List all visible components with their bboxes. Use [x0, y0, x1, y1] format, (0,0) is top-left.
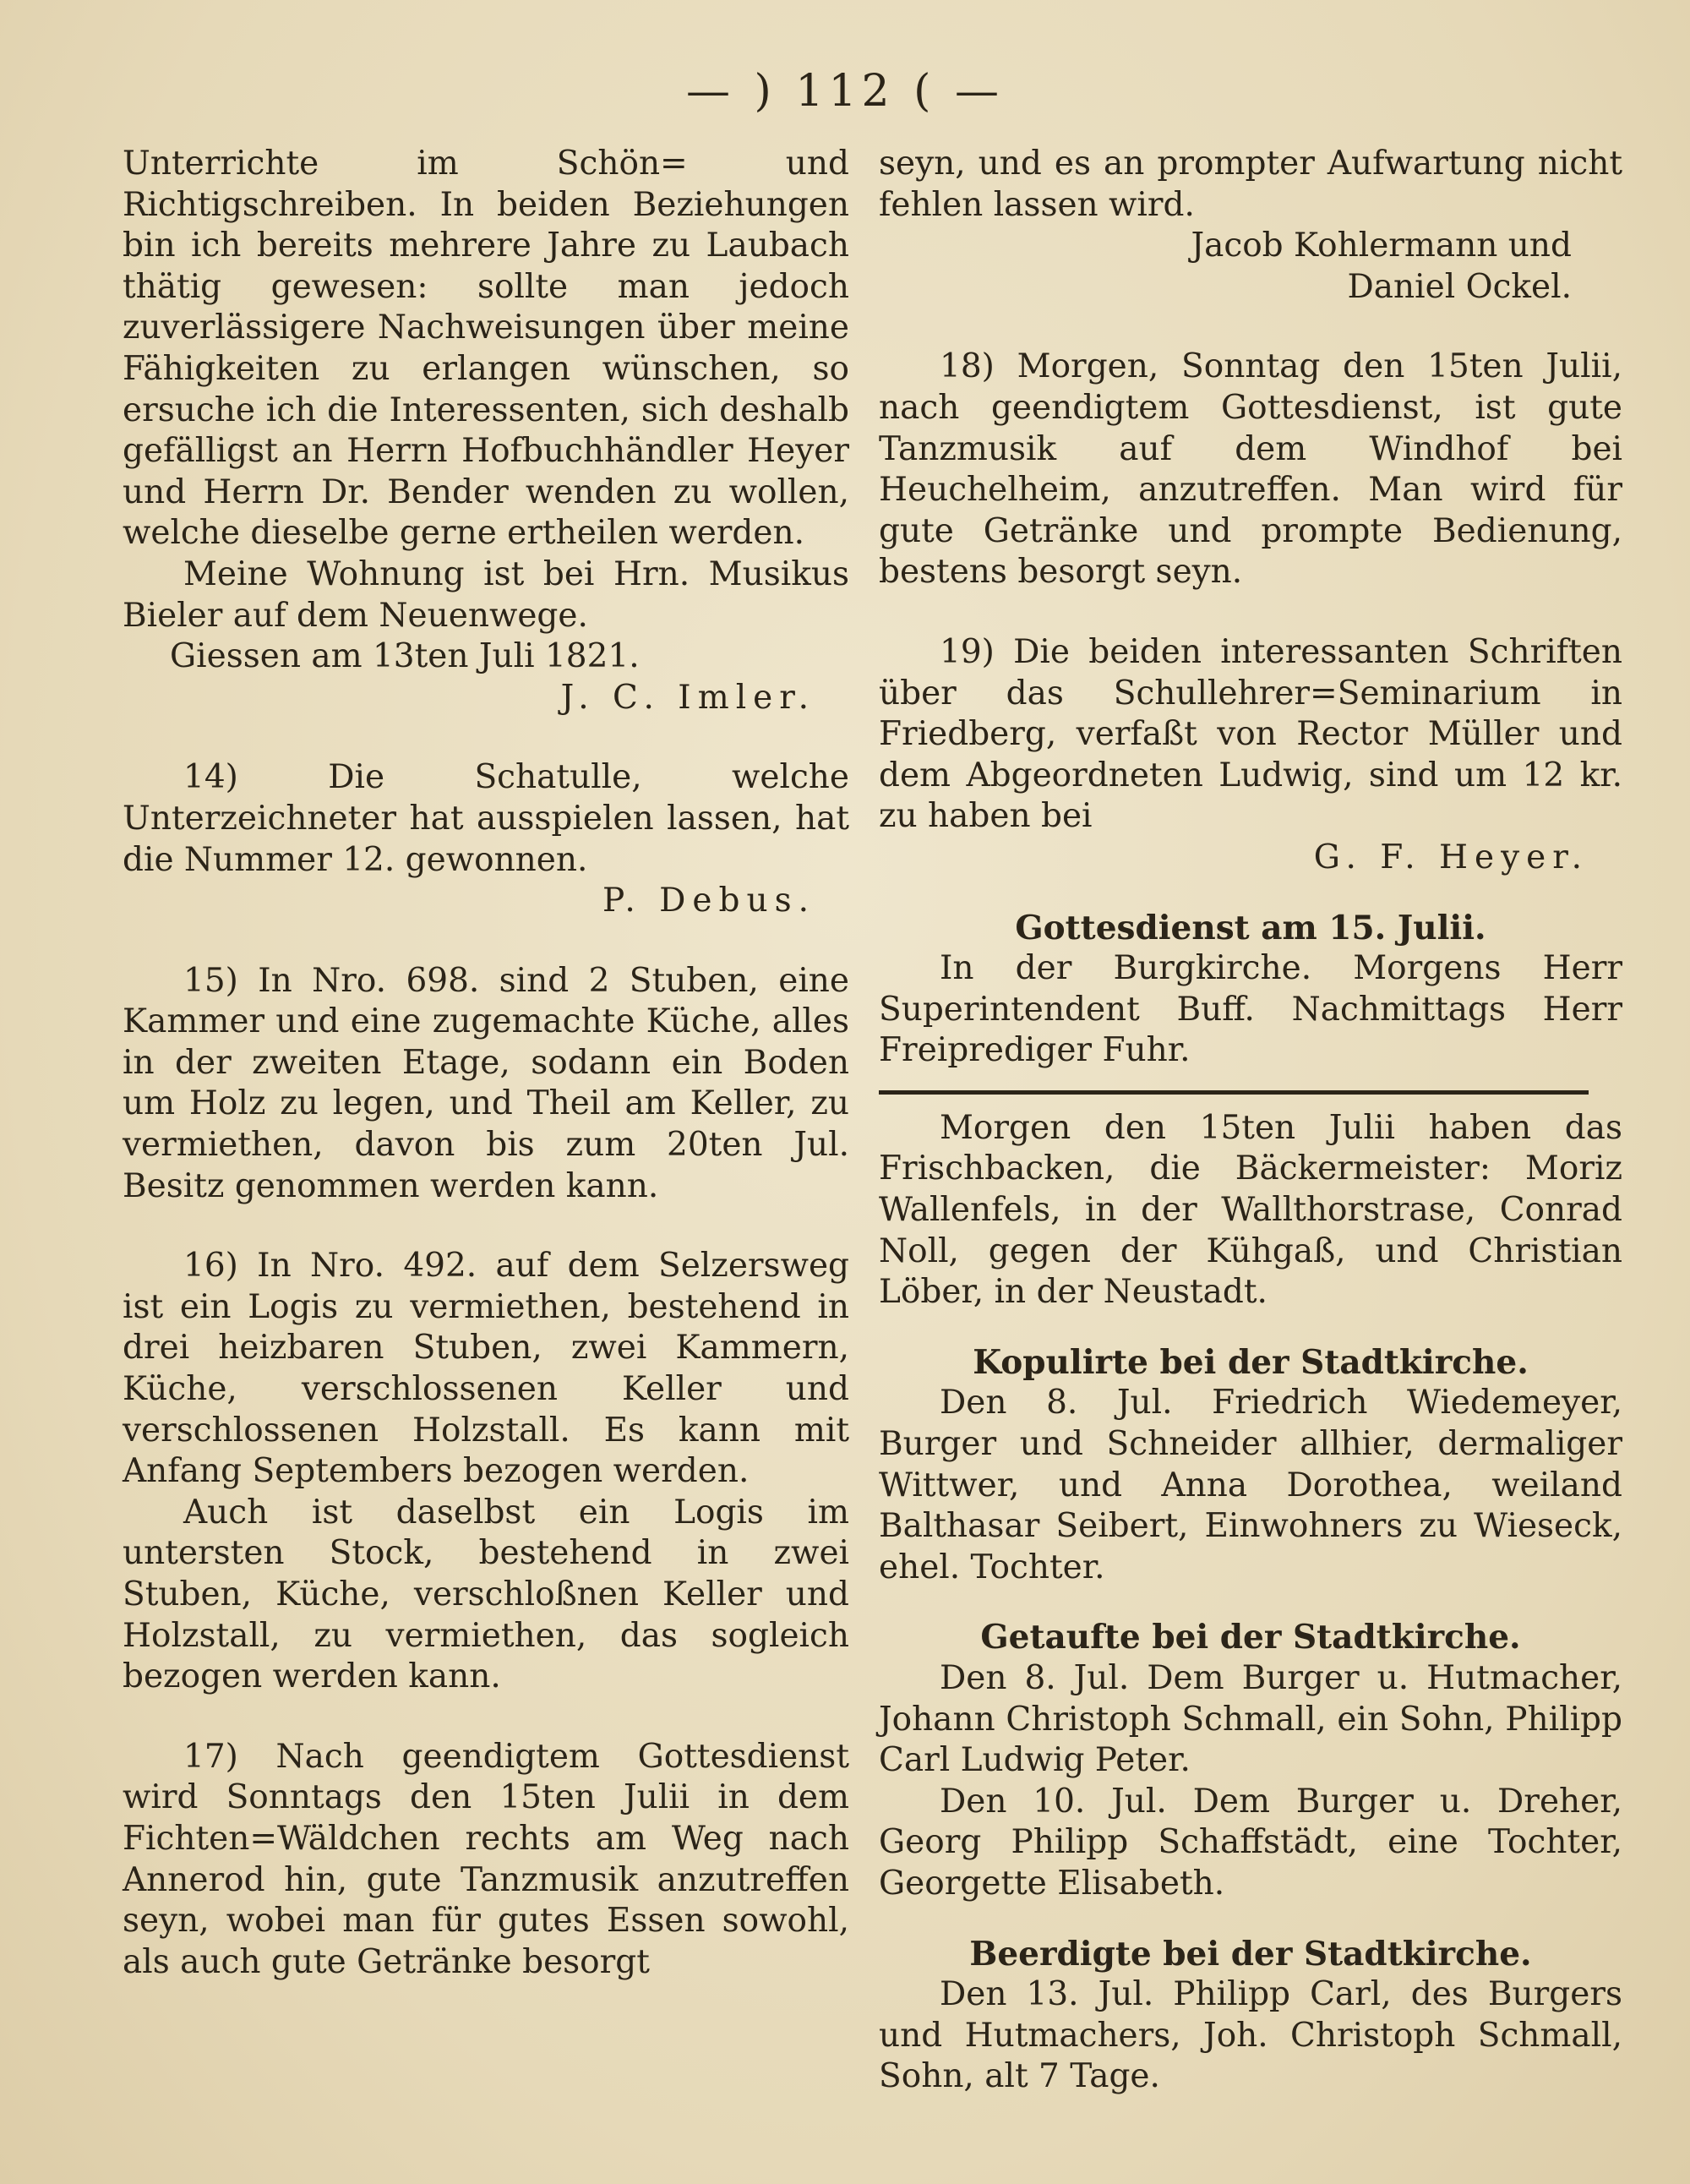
signature: Daniel Ockel.: [1347, 267, 1572, 306]
paragraph: 18) Morgen, Sonntag den 15ten Julii, nach geendigtem Gottesdienst, ist gute Tanzmusik auf dem Windhof bei Heuchelheim, anzutreffen. Man wird für gute Getränke und prompte Bedienung, bestens besorgt seyn.: [879, 347, 1622, 592]
paragraph: Den 13. Jul. Philipp Carl, des Burgers und Hutmachers, Joh. Christoph Schmall, Sohn, alt 7 Tage.: [879, 1975, 1622, 2096]
paragraph: Giessen am 13ten Juli 1821.: [170, 637, 640, 676]
signature: P. Debus.: [602, 882, 815, 920]
right-column: [879, 144, 1622, 2098]
paragraph: Morgen den 15ten Julii haben das Frischbacken, die Bäckermeister: Moriz Wallenfels, in der Wallthorstrase, Conrad Noll, gegen der Kühgaß, und Christian Löber, in der Neustadt.: [879, 1108, 1622, 1312]
signature: Jacob Kohlermann und: [1191, 227, 1572, 265]
paragraph: seyn, und es an prompter Aufwartung nicht fehlen lassen wird.: [879, 145, 1622, 224]
section-heading: Gottesdienst am 15. Julii.: [1015, 908, 1486, 947]
signature: J. C. Imler.: [560, 678, 815, 717]
paragraph: Den 8. Jul. Dem Burger u. Hutmacher, Johann Christoph Schmall, ein Sohn, Philipp Carl Ludwig Peter.: [879, 1659, 1622, 1780]
paragraph: Auch ist daselbst ein Logis im untersten Stock, bestehend in zwei Stuben, Küche, verschloßnen Keller und Holzstall, zu vermiethen, das sogleich bezogen werden kann.: [123, 1493, 849, 1696]
section-heading: Kopulirte bei der Stadtkirche.: [973, 1342, 1529, 1382]
paragraph: 19) Die beiden interessanten Schriften über das Schullehrer=Seminarium in Friedberg, verfaßt von Rector Müller und dem Abgeordneten Ludwig, sind um 12 kr. zu haben bei: [879, 632, 1622, 836]
paragraph: Den 10. Jul. Dem Burger u. Dreher, Georg Philipp Schaffstädt, eine Tochter, Georgette Elisabeth.: [879, 1782, 1622, 1903]
paragraph: 15) In Nro. 698. sind 2 Stuben, eine Kammer und eine zugemachte Küche, alles in der zweiten Etage, sodann ein Boden um Holz zu legen, und Theil am Keller, zu vermiethen, davon bis zum 20ten Jul. Besitz genommen werden kann.: [123, 961, 849, 1205]
section-heading: Beerdigte bei der Stadtkirche.: [969, 1934, 1532, 1974]
page-number-header: — ) 112 ( —: [686, 66, 1004, 117]
paragraph: Meine Wohnung ist bei Hrn. Musikus Bieler auf dem Neuenwege.: [123, 554, 849, 635]
paragraph: 14) Die Schatulle, welche Unterzeichneter hat ausspielen lassen, hat die Nummer 12. gewonnen.: [123, 758, 849, 879]
section-divider: [879, 1090, 1589, 1095]
paragraph: In der Burgkirche. Morgens Herr Superintendent Buff. Nachmittags Herr Freiprediger Fuhr.: [879, 949, 1622, 1070]
left-column: [123, 144, 849, 1983]
paragraph: Unterrichte im Schön= und Richtigschreiben. In beiden Beziehungen bin ich bereits mehrere Jahre zu Laubach thätig gewesen: sollte man jedoch zuverlässigere Nachweisungen über meine Fähigkeiten zu erlangen wünschen, so ersuche ich die Interessenten, sich deshalb gefälligst an Herrn Hofbuchhändler Heyer und Herrn Dr. Bender wenden zu wollen, welche dieselbe gerne ertheilen werden.: [123, 145, 849, 553]
paragraph: 17) Nach geendigtem Gottesdienst wird Sonntags den 15ten Julii in dem Fichten=Wäldchen rechts am Weg nach Annerod hin, gute Tanzmusik anzutreffen seyn, wobei man für gutes Essen sowohl, als auch gute Getränke besorgt: [123, 1737, 849, 1981]
paragraph: 16) In Nro. 492. auf dem Selzersweg ist ein Logis zu vermiethen, bestehend in drei heizbaren Stuben, zwei Kammern, Küche, verschlossenen Keller und verschlossenen Holzstall. Es kann mit Anfang Septembers bezogen werden.: [123, 1247, 849, 1491]
signature: G. F. Heyer.: [1313, 838, 1589, 876]
paragraph: Den 8. Jul. Friedrich Wiedemeyer, Burger und Schneider allhier, dermaliger Wittwer, und Anna Dorothea, weiland Balthasar Seibert, Einwohners zu Wieseck, ehel. Tochter.: [879, 1384, 1622, 1586]
section-heading: Getaufte bei der Stadtkirche.: [980, 1618, 1521, 1657]
